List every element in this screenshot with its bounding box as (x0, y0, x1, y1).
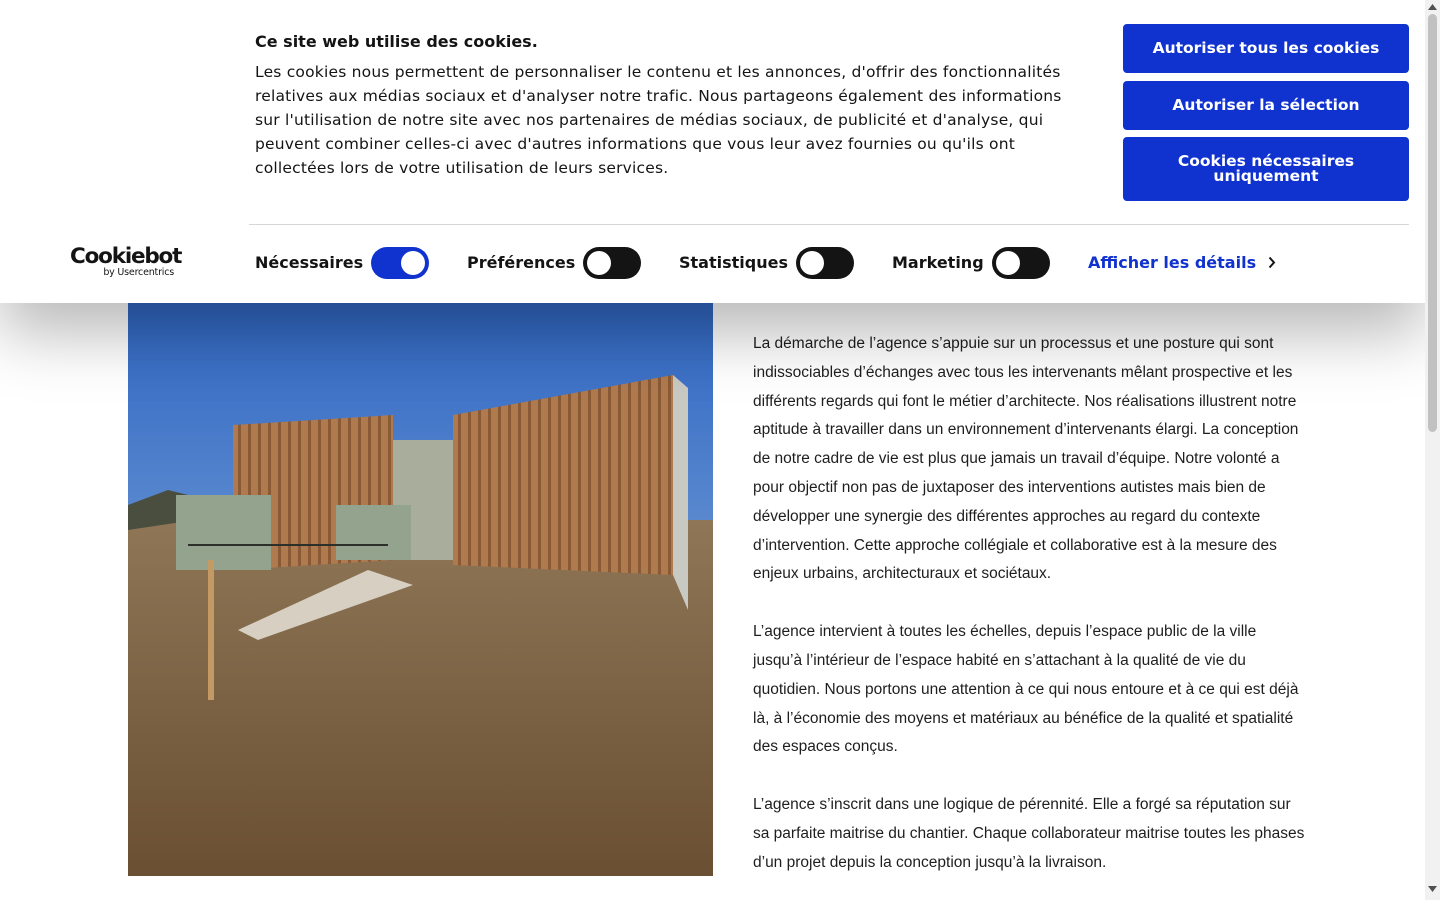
toggle-knob (587, 251, 611, 275)
allow-selection-button[interactable]: Autoriser la sélection (1123, 81, 1409, 130)
allow-all-cookies-button[interactable]: Autoriser tous les cookies (1123, 24, 1409, 73)
vertical-scrollbar[interactable] (1425, 0, 1440, 900)
toggle-knob (996, 251, 1020, 275)
show-details-link[interactable] (1088, 253, 1276, 272)
paragraph: L’agence intervient à toutes les échelles, depuis l’espace public de la ville jusqu’à l’intérieur de l’espace habité en s’attachant à la qualité de vie du quotidien. Nous portons une attention à ce qui nous entoure et à ce qui est déjà là, à l’économie des moyens et matériaux au bénéfice de la qualité et spatialité des espaces conçus. (753, 623, 1299, 756)
statistics-toggle[interactable] (796, 247, 854, 279)
paragraph: L’agence s’inscrit dans une logique de pérennité. Elle a forgé sa réputation sur sa parfaite maitrise du chantier. Chaque collaborateur maitrise toutes les phases d’un projet depuis la conception jusqu’à la livraison. (753, 796, 1305, 871)
necessary-cookies-only-button[interactable]: Cookies nécessaires uniquement (1123, 137, 1409, 201)
logo-wordmark: Cookiebot (70, 244, 182, 269)
preferences-toggle[interactable] (583, 247, 641, 279)
preferences-label: Préférences (467, 253, 576, 272)
scroll-up-arrow-icon[interactable] (1428, 4, 1437, 10)
toggle-knob (401, 251, 425, 275)
banner-description: Les cookies nous permettent de personnaliser le contenu et les annonces, d'offrir des fonctionnalités relatives aux médias sociaux et d'analyser notre trafic. Nous partageons également des informations sur l'utilisation de notre site avec nos partenaires de médias sociaux, de publicité et d'analyse, qui peuvent combiner celles-ci avec d'autres informations que vous leur avez fournies ou qu'ils ont collectées lors de votre utilisation de leurs services. (255, 63, 1062, 177)
chevron-right-icon (1268, 256, 1276, 269)
agency-description (753, 330, 1308, 907)
marketing-toggle[interactable] (992, 247, 1050, 279)
banner-divider (249, 224, 1409, 225)
necessary-label: Nécessaires (255, 253, 364, 272)
paragraph: La démarche de l’agence s’appuie sur un processus et une posture qui sont indissociables d’échanges avec tous les intervenants mêlant prospective et les différents regards qui font le métier d’architecte. Nos réalisations illustrent notre aptitude à travailler dans un environnement d’intervenants élargi. La conception de notre cadre de vie est plus que jamais un travail d’équipe. Notre volonté a pour objectif non pas de juxtaposer des interventions autistes mais bien de développer une synergie des différentes approches au regard du contexte d’intervention. Cette approche collégiale et collaborative est à la mesure des enjeux urbains, architecturaux et sociétaux. (753, 335, 1299, 583)
statistics-label: Statistiques (679, 253, 788, 272)
toggle-knob (800, 251, 824, 275)
banner-title: Ce site web utilise des cookies. (255, 32, 538, 51)
logo-byline: by Usercentrics (103, 267, 174, 278)
cookiebot-logo (70, 244, 182, 282)
scrollbar-thumb[interactable] (1428, 14, 1437, 432)
building-photo (128, 300, 713, 876)
marketing-label: Marketing (892, 253, 984, 272)
necessary-toggle[interactable] (371, 247, 429, 279)
show-details-label: Afficher les détails (1088, 253, 1257, 272)
scroll-down-arrow-icon[interactable] (1428, 886, 1437, 892)
cookie-consent-banner (0, 0, 1425, 303)
